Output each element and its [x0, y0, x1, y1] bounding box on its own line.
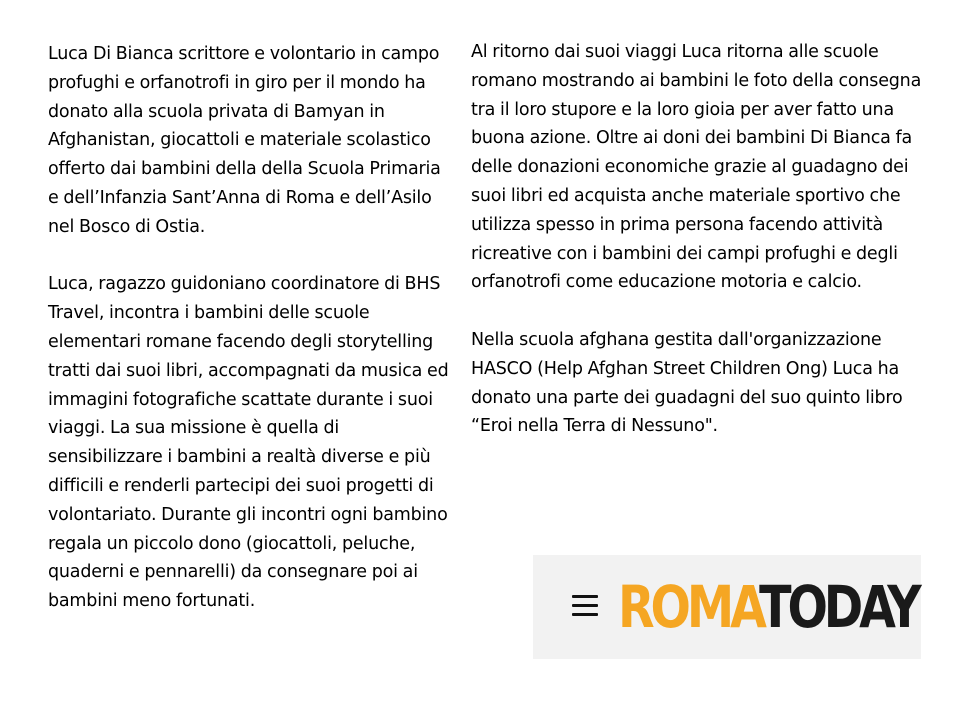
menu-icon — [572, 594, 598, 618]
right-column — [471, 38, 933, 441]
right-paragraph-1: Al ritorno dai suoi viaggi Luca ritorna alle scuole romano mostrando ai bambini le foto della consegna tra il loro stupore e la loro gioia per aver fatto una buona azione. Oltre ai doni dei bambini Di Bianca fa delle donazioni economiche grazie al guadagno dei suoi libri ed acquista anche materiale sportivo che utilizza spesso in prima persona facendo attività ricreative con i bambini dei campi profughi e degli orfanotrofi come educazione motoria e calcio. — [471, 42, 922, 293]
left-paragraph-2: Luca, ragazzo guidoniano coordinatore di BHS Travel, incontra i bambini delle scuole elementari romane facendo degli storytelling tratti dai suoi libri, accompagnati da musica ed immagini fotografiche scattate durante i suoi viaggi. La sua missione è quella di sensibilizzare i bambini a realtà diverse e più difficili e renderli partecipi dei suoi progetti di volontariato. Durante gli incontri ogni bambino regala un piccolo dono (giocattoli, peluche, quaderni e pennarelli) da consegnare poi ai bambini meno fortunati. — [48, 274, 449, 612]
left-paragraph-1: Luca Di Bianca scrittore e volontario in campo profughi e orfanotrofi in giro per il mondo ha donato alla scuola privata di Bamyan in Afghanistan, giocattoli e materiale scolastico offerto dai bambini della della Scuola Primaria e dell’Infanzia Sant’Anna di Roma e dell’Asilo nel Bosco di Ostia. — [48, 44, 441, 237]
logo-roma: ROMA — [618, 573, 760, 641]
logo-today: TODAY — [759, 573, 918, 641]
right-paragraph-2: Nella scuola afghana gestita dall'organizzazione HASCO (Help Afghan Street Children Ong) Luca ha donato una parte dei guadagni del suo quinto libro “Eroi nella Terra di Nessuno". — [471, 329, 903, 437]
romatoday-logo-text — [618, 572, 918, 642]
left-column — [48, 40, 453, 616]
